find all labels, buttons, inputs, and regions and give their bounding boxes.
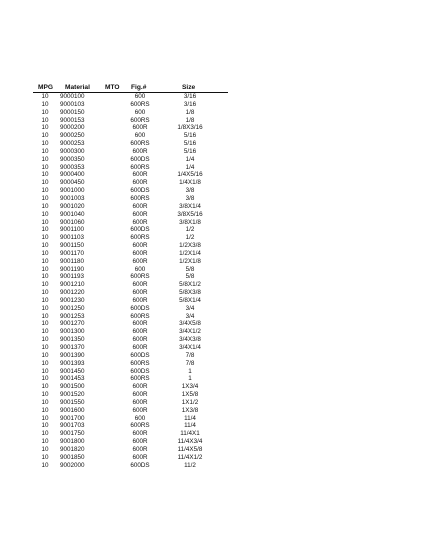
- cell-mpg: 10: [41, 147, 49, 155]
- cell-fig: 600RS: [130, 234, 150, 242]
- cell-material: 9001230: [60, 296, 85, 304]
- cell-material: 9000250: [60, 132, 85, 140]
- cell-mpg: 10: [41, 273, 49, 281]
- cell-mpg: 10: [41, 304, 49, 312]
- cell-fig: 600RS: [130, 312, 150, 320]
- cell-fig: 600R: [132, 171, 148, 179]
- cell-fig: 600R: [132, 218, 148, 226]
- cell-fig: 600: [134, 414, 146, 422]
- table-row: [0, 297, 425, 305]
- cell-material: 9001220: [60, 289, 85, 297]
- cell-size: 5/16: [183, 147, 197, 155]
- cell-fig: 600DS: [130, 367, 150, 375]
- cell-size: 11/4: [184, 422, 196, 430]
- table-row: [0, 375, 425, 383]
- cell-mpg: 10: [41, 155, 49, 163]
- cell-size: 1/4X1/8: [179, 179, 201, 187]
- cell-material: 9001100: [60, 226, 85, 234]
- cell-material: 9001450: [60, 367, 85, 375]
- cell-material: 9001500: [60, 383, 85, 391]
- cell-size: 3/4: [185, 304, 195, 312]
- table-row: [0, 117, 425, 125]
- cell-material: 9001060: [60, 218, 85, 226]
- cell-size: 3/4X3/8: [179, 336, 201, 344]
- table-row: [0, 266, 425, 274]
- cell-size: 1: [188, 375, 192, 383]
- table-row: [0, 242, 425, 250]
- cell-mpg: 10: [41, 312, 49, 320]
- cell-fig: 600R: [132, 445, 148, 453]
- cell-size: 1/4X5/16: [177, 171, 203, 179]
- cell-mpg: 10: [41, 461, 49, 469]
- cell-fig: 600R: [132, 344, 148, 351]
- cell-material: 9001453: [60, 375, 85, 383]
- table-row: [0, 187, 425, 195]
- cell-mpg: 10: [41, 391, 49, 399]
- cell-fig: 600R: [132, 281, 148, 289]
- table-row: [0, 101, 425, 109]
- cell-fig: 600RS: [130, 140, 150, 148]
- cell-size: 11/4X1/2: [177, 453, 203, 461]
- cell-material: 9000300: [60, 147, 85, 155]
- cell-fig: 600DS: [130, 226, 150, 234]
- cell-material: 9001210: [60, 281, 85, 289]
- table-row: [0, 289, 425, 297]
- cell-fig: 600R: [132, 124, 148, 132]
- table-row: [0, 462, 425, 470]
- cell-fig: 600R: [132, 242, 148, 250]
- table-row: [0, 328, 425, 336]
- header-mpg: MPG: [38, 84, 54, 91]
- table-row: [0, 313, 425, 321]
- table-row: [0, 281, 425, 289]
- cell-fig: 600DS: [130, 304, 150, 312]
- cell-mpg: 10: [41, 171, 49, 179]
- cell-fig: 600R: [132, 320, 148, 328]
- cell-material: 9001040: [60, 210, 85, 218]
- cell-size: 5/8: [185, 265, 195, 273]
- cell-size: 5/8X1/2: [179, 281, 201, 289]
- cell-mpg: 10: [41, 202, 49, 210]
- cell-fig: 600: [134, 108, 146, 116]
- cell-fig: 600R: [132, 336, 148, 344]
- cell-mpg: 10: [41, 351, 49, 359]
- cell-fig: 600RS: [130, 422, 150, 430]
- cell-mpg: 10: [41, 296, 49, 304]
- cell-fig: 600: [134, 93, 146, 100]
- cell-fig: 600R: [132, 391, 148, 399]
- cell-material: 9001250: [60, 304, 85, 312]
- cell-size: 3/4X1/4: [179, 344, 201, 351]
- table-row: [0, 399, 425, 407]
- header-fig: Fig.#: [131, 84, 147, 91]
- cell-fig: 600RS: [130, 359, 150, 367]
- cell-size: 3/4: [185, 312, 195, 320]
- cell-material: 9000103: [60, 100, 85, 108]
- header-mto: MTO: [105, 84, 120, 91]
- cell-mpg: 10: [41, 210, 49, 218]
- table-row: [0, 438, 425, 446]
- cell-mpg: 10: [41, 194, 49, 202]
- cell-mpg: 10: [41, 445, 49, 453]
- cell-size: 1X3/8: [181, 406, 199, 414]
- cell-fig: 600R: [132, 147, 148, 155]
- cell-size: 3/8: [185, 194, 195, 202]
- cell-material: 9001350: [60, 336, 85, 344]
- cell-fig: 600: [134, 265, 146, 273]
- cell-mpg: 10: [41, 124, 49, 132]
- cell-fig: 600RS: [130, 194, 150, 202]
- table-row: [0, 352, 425, 360]
- cell-size: 11/4: [184, 414, 196, 422]
- cell-size: 5/8: [185, 273, 195, 281]
- table-row: [0, 360, 425, 368]
- cell-material: 9001300: [60, 328, 85, 336]
- cell-mpg: 10: [41, 163, 49, 171]
- table-row: [0, 273, 425, 281]
- cell-material: 9002000: [60, 461, 85, 469]
- cell-fig: 600R: [132, 398, 148, 406]
- cell-mpg: 10: [41, 249, 49, 257]
- table-row: [0, 391, 425, 399]
- cell-mpg: 10: [41, 179, 49, 187]
- cell-size: 3/16: [183, 100, 197, 108]
- cell-size: 1X3/4: [181, 383, 199, 391]
- cell-size: 11/4X1: [180, 430, 200, 438]
- table-row: [0, 430, 425, 438]
- cell-mpg: 10: [41, 375, 49, 383]
- cell-material: 9000153: [60, 116, 85, 124]
- cell-material: 9001820: [60, 445, 85, 453]
- table-row: [0, 258, 425, 266]
- cell-mpg: 10: [41, 328, 49, 336]
- cell-fig: 600RS: [130, 273, 150, 281]
- cell-mpg: 10: [41, 265, 49, 273]
- table-row: [0, 368, 425, 376]
- cell-mpg: 10: [41, 218, 49, 226]
- table-row: [0, 446, 425, 454]
- table-row: [0, 211, 425, 219]
- cell-material: 9001270: [60, 320, 85, 328]
- cell-size: 3/8X5/16: [177, 210, 203, 218]
- cell-material: 9001700: [60, 414, 85, 422]
- cell-size: 5/16: [183, 132, 197, 140]
- cell-mpg: 10: [41, 344, 49, 351]
- cell-material: 9001020: [60, 202, 85, 210]
- cell-mpg: 10: [41, 234, 49, 242]
- cell-material: 9001393: [60, 359, 85, 367]
- table-row: [0, 93, 425, 101]
- table-row: [0, 164, 425, 172]
- cell-fig: 600R: [132, 202, 148, 210]
- cell-size: 7/8: [185, 351, 195, 359]
- cell-material: 9001103: [60, 234, 85, 242]
- cell-size: 1/8: [185, 108, 195, 116]
- cell-mpg: 10: [41, 336, 49, 344]
- table-row: [0, 132, 425, 140]
- table-row: [0, 195, 425, 203]
- cell-fig: 600: [134, 132, 146, 140]
- cell-fig: 600R: [132, 406, 148, 414]
- cell-size: 3/16: [183, 93, 197, 100]
- cell-mpg: 10: [41, 430, 49, 438]
- cell-fig: 600R: [132, 289, 148, 297]
- header-size: Size: [182, 84, 196, 91]
- cell-material: 9001703: [60, 422, 85, 430]
- cell-size: 5/8X3/8: [179, 289, 201, 297]
- cell-size: 1/2: [185, 234, 195, 242]
- cell-material: 9001850: [60, 453, 85, 461]
- cell-mpg: 10: [41, 453, 49, 461]
- cell-size: 1/2X3/8: [179, 242, 201, 250]
- cell-size: 7/8: [185, 359, 195, 367]
- cell-mpg: 10: [41, 406, 49, 414]
- cell-fig: 600R: [132, 453, 148, 461]
- cell-mpg: 10: [41, 438, 49, 446]
- cell-material: 9001600: [60, 406, 85, 414]
- cell-material: 9000253: [60, 140, 85, 148]
- cell-size: 1X5/8: [181, 391, 199, 399]
- cell-mpg: 10: [41, 93, 49, 100]
- cell-size: 1/8X3/16: [177, 124, 203, 132]
- cell-material: 9001193: [60, 273, 85, 281]
- cell-mpg: 10: [41, 116, 49, 124]
- cell-size: 1/2X1/8: [179, 257, 201, 265]
- cell-material: 9000450: [60, 179, 85, 187]
- cell-material: 9001003: [60, 194, 85, 202]
- cell-material: 9001000: [60, 187, 85, 195]
- cell-mpg: 10: [41, 359, 49, 367]
- cell-size: 3/4X5/8: [179, 320, 201, 328]
- cell-mpg: 10: [41, 414, 49, 422]
- table-row: [0, 383, 425, 391]
- table-row: [0, 156, 425, 164]
- cell-fig: 600RS: [130, 116, 150, 124]
- cell-fig: 600R: [132, 249, 148, 257]
- cell-material: 9001520: [60, 391, 85, 399]
- cell-material: 9001180: [60, 257, 85, 265]
- cell-mpg: 10: [41, 242, 49, 250]
- table-row: [0, 407, 425, 415]
- table-row: [0, 179, 425, 187]
- table-row: [0, 148, 425, 156]
- cell-size: 5/16: [183, 140, 197, 148]
- cell-size: 3/8: [185, 187, 195, 195]
- cell-material: 9000400: [60, 171, 85, 179]
- table-row: [0, 422, 425, 430]
- cell-mpg: 10: [41, 100, 49, 108]
- cell-material: 9001550: [60, 398, 85, 406]
- cell-mpg: 10: [41, 422, 49, 430]
- table-row: [0, 124, 425, 132]
- cell-mpg: 10: [41, 320, 49, 328]
- cell-fig: 600DS: [130, 351, 150, 359]
- cell-material: 9001750: [60, 430, 85, 438]
- cell-fig: 600R: [132, 179, 148, 187]
- cell-fig: 600R: [132, 328, 148, 336]
- cell-fig: 600R: [132, 383, 148, 391]
- cell-material: 9000353: [60, 163, 85, 171]
- cell-size: 1/4: [185, 163, 195, 171]
- table-row: [0, 250, 425, 258]
- cell-size: 1/2: [185, 226, 195, 234]
- cell-mpg: 10: [41, 108, 49, 116]
- cell-mpg: 10: [41, 187, 49, 195]
- cell-material: 9000350: [60, 155, 85, 163]
- cell-material: 9001800: [60, 438, 85, 446]
- table-row: [0, 234, 425, 242]
- cell-fig: 600R: [132, 210, 148, 218]
- cell-size: 11/4X3/4: [177, 438, 203, 446]
- cell-size: 3/8X1/8: [179, 218, 201, 226]
- table-body: [0, 93, 425, 470]
- cell-mpg: 10: [41, 140, 49, 148]
- cell-material: 9000100: [60, 93, 85, 100]
- cell-material: 9001370: [60, 344, 85, 351]
- cell-fig: 600RS: [130, 375, 150, 383]
- cell-fig: 600RS: [130, 163, 150, 171]
- cell-size: 5/8X1/4: [179, 296, 201, 304]
- cell-material: 9000150: [60, 108, 85, 116]
- cell-mpg: 10: [41, 226, 49, 234]
- cell-size: 11/4X5/8: [177, 445, 203, 453]
- cell-mpg: 10: [41, 132, 49, 140]
- cell-mpg: 10: [41, 367, 49, 375]
- cell-material: 9001150: [60, 242, 85, 250]
- cell-mpg: 10: [41, 289, 49, 297]
- cell-fig: 600DS: [130, 461, 150, 469]
- cell-material: 9000200: [60, 124, 85, 132]
- cell-mpg: 10: [41, 257, 49, 265]
- table-row: [0, 305, 425, 313]
- table-row: [0, 219, 425, 227]
- table-row: [0, 344, 425, 352]
- header-material: Material: [65, 84, 90, 91]
- table-row: [0, 320, 425, 328]
- cell-mpg: 10: [41, 281, 49, 289]
- table-row: [0, 336, 425, 344]
- table-row: [0, 203, 425, 211]
- cell-mpg: 10: [41, 383, 49, 391]
- cell-size: 1/2X1/4: [179, 249, 201, 257]
- cell-fig: 600DS: [130, 187, 150, 195]
- cell-size: 1/8: [185, 116, 195, 124]
- cell-material: 9001190: [60, 265, 85, 273]
- cell-material: 9001170: [60, 249, 85, 257]
- table-row: [0, 140, 425, 148]
- cell-fig: 600R: [132, 430, 148, 438]
- cell-fig: 600R: [132, 438, 148, 446]
- cell-size: 1X1/2: [181, 398, 199, 406]
- cell-fig: 600R: [132, 257, 148, 265]
- cell-size: 3/8X1/4: [179, 202, 201, 210]
- table-row: [0, 415, 425, 423]
- cell-size: 1/4: [185, 155, 195, 163]
- table-row: [0, 226, 425, 234]
- cell-size: 11/2: [184, 461, 196, 469]
- cell-material: 9001253: [60, 312, 85, 320]
- cell-fig: 600DS: [130, 155, 150, 163]
- table-row: [0, 171, 425, 179]
- cell-material: 9001390: [60, 351, 85, 359]
- cell-fig: 600RS: [130, 100, 150, 108]
- table-row: [0, 109, 425, 117]
- table-row: [0, 454, 425, 462]
- cell-size: 3/4X1/2: [179, 328, 201, 336]
- cell-size: 1: [188, 367, 192, 375]
- cell-mpg: 10: [41, 398, 49, 406]
- cell-fig: 600R: [132, 296, 148, 304]
